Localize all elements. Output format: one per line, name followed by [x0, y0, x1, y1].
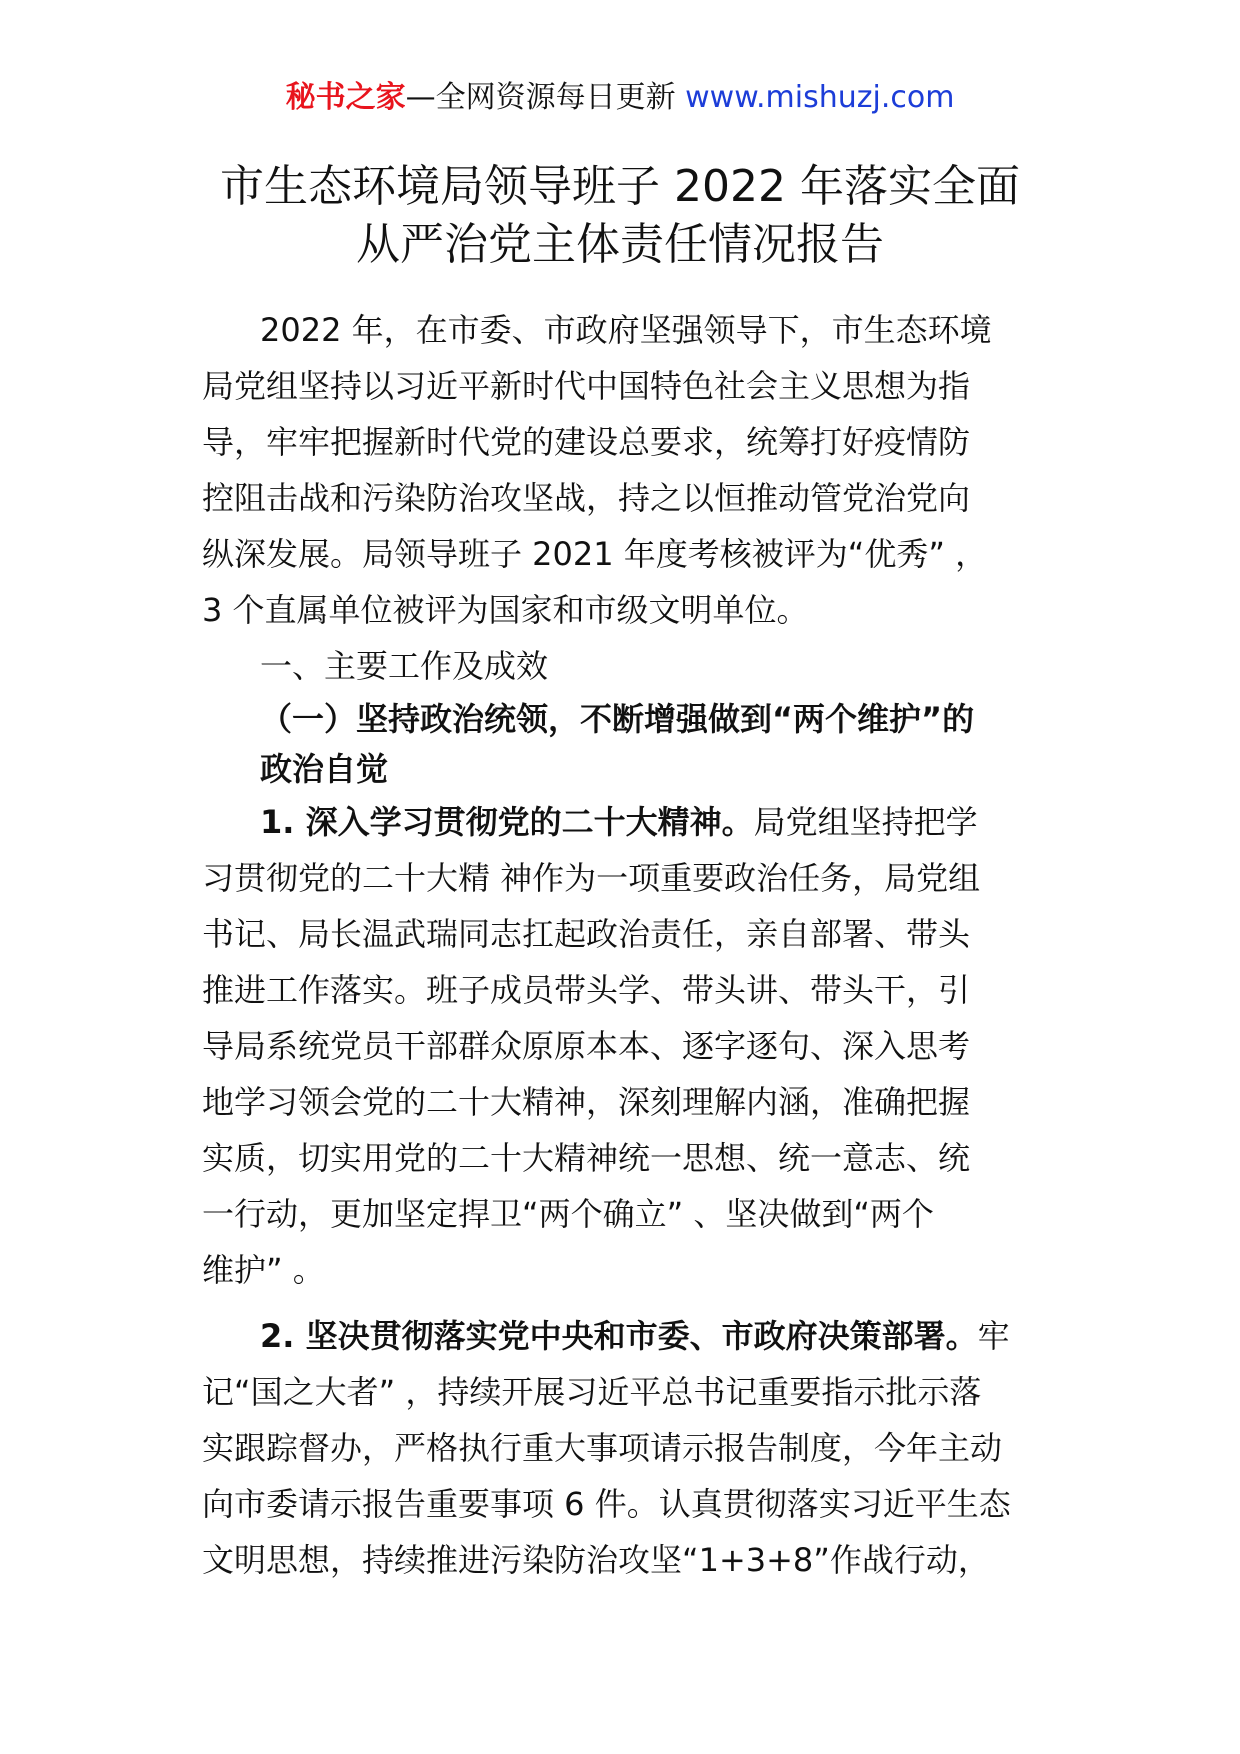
item-2-lead: 2. 坚决贯彻落实党中央和市委、市政府决策部署。 [260, 1317, 978, 1355]
paragraph-line: 书记、局长温武瑞同志扛起政治责任，亲自部署、带头 [202, 915, 971, 953]
paragraph-line: 文明思想，持续推进污染防治攻坚“1+3+8”作战行动， [202, 1541, 990, 1579]
brand-name: 秘书之家 [285, 80, 406, 115]
item-1-lead-rest: 局党组坚持把学 [753, 803, 978, 841]
title-line-2: 从严治党主体责任情况报告 [356, 219, 884, 270]
paragraph-line: 纵深发展。局领导班子 2021 年度考核被评为“优秀” ， [202, 535, 988, 573]
item-1-lead: 1. 深入学习贯彻党的二十大精神。 [260, 803, 754, 841]
paragraph-line: 地学习领会党的二十大精神，深刻理解内涵，准确把握 [202, 1083, 971, 1121]
paragraph-line: 实质，切实用党的二十大精神统一思想、统一意志、统 [202, 1139, 971, 1177]
document-body [202, 302, 1042, 1588]
paragraph-line: 3 个直属单位被评为国家和市级文明单位。 [202, 591, 809, 629]
title-line-1: 市生态环境局领导班子 2022 年落实全面 [220, 161, 1020, 212]
paragraph-line: 导局系统党员干部群众原原本本、逐字逐句、深入思考 [202, 1027, 971, 1065]
item-1-paragraph [202, 794, 1042, 1298]
paragraph-line: 局党组坚持以习近平新时代中国特色社会主义思想为指 [202, 367, 971, 405]
item-2-paragraph [202, 1308, 1042, 1588]
document-title [0, 158, 1240, 274]
intro-paragraph [202, 302, 1042, 638]
paragraph-line: 一行动，更加坚定捍卫“两个确立” 、坚决做到“两个 [202, 1195, 934, 1233]
paragraph-line: 习贯彻党的二十大精 神作为一项重要政治任务，局党组 [202, 859, 981, 897]
paragraph-line: 维护” 。 [202, 1251, 325, 1289]
section-heading: 一、主要工作及成效 [260, 647, 549, 685]
paragraph-line: 向市委请示报告重要事项 6 件。认真贯彻落实习近平生态 [202, 1485, 1011, 1523]
paragraph-line: 记“国之大者” ，持续开展习近平总书记重要指示批示落 [202, 1373, 982, 1411]
paragraph-spacer [202, 1298, 1042, 1308]
paragraph-line: 控阻击战和污染防治攻坚战，持之以恒推动管党治党向 [202, 479, 971, 517]
subsection-heading-line-2: 政治自觉 [260, 750, 389, 788]
paragraph-line [202, 1308, 1042, 1364]
subsection-heading-line-1: （一）坚持政治统领，不断增强做到“两个维护”的 [260, 700, 975, 738]
paragraph-line: 推进工作落实。班子成员带头学、带头讲、带头干，引 [202, 971, 971, 1009]
site-header [0, 78, 1240, 118]
header-slogan: —全网资源每日更新 [405, 80, 686, 115]
paragraph-line: 2022 年，在市委、市政府坚强领导下，市生态环境 [260, 311, 992, 349]
subsection-heading [202, 694, 1042, 794]
site-url-link[interactable]: www.mishuzj.com [685, 80, 955, 115]
paragraph-line: 实跟踪督办，严格执行重大事项请示报告制度，今年主动 [202, 1429, 1003, 1467]
paragraph-line: 导，牢牢把握新时代党的建设总要求，统筹打好疫情防 [202, 423, 971, 461]
paragraph-line [202, 794, 1042, 850]
item-2-lead-rest: 牢 [977, 1317, 1010, 1355]
